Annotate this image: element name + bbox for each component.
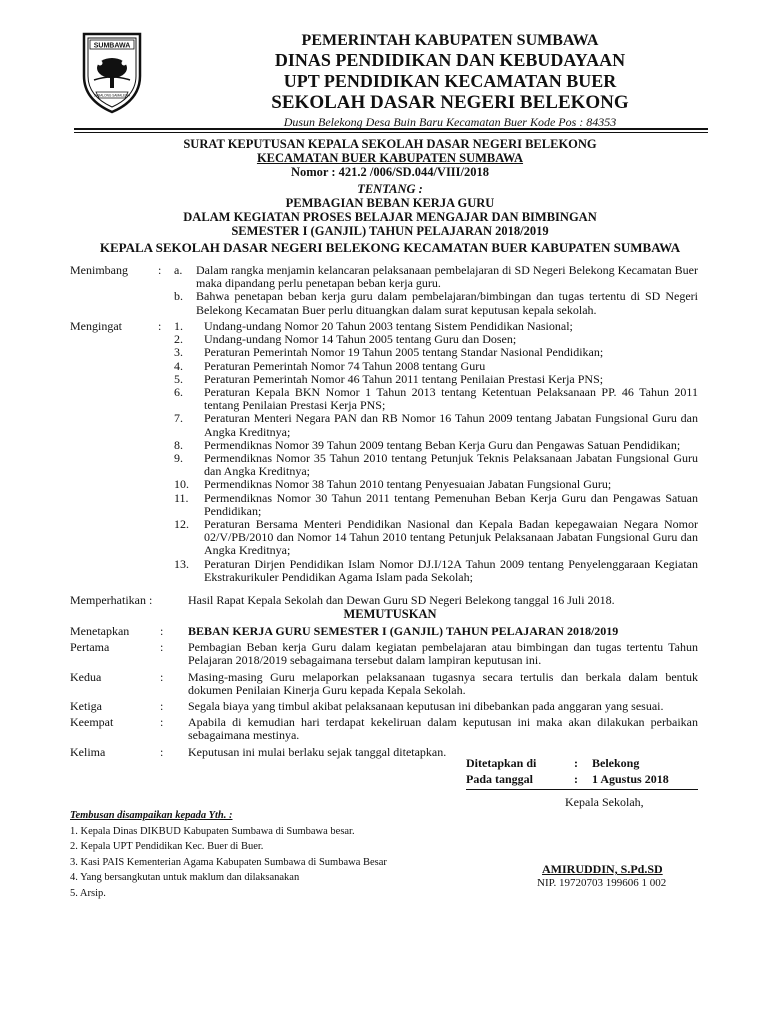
mengingat-item-mark: 9. <box>174 451 183 466</box>
decision-row <box>70 671 698 697</box>
mengingat-item-text: Peraturan Menteri Negara PAN dan RB Nomor 16 Tahun 2009 tentang Jabatan Fungsional Guru dan Angka Kreditnya; <box>204 411 698 439</box>
mengingat-item-text: Peraturan Dirjen Pendidikan Islam Nomor DJ.I/12A Tahun 2009 tentang Penyelenggaraan Kegiatan Ekstrakurikuler Pendidikan Agama Islam pada Sekolah; <box>204 556 698 584</box>
subject-line2: DALAM KEGIATAN PROSES BELAJAR MENGAJAR DAN BIMBINGAN <box>183 210 597 224</box>
decision-label: Kedua <box>70 669 102 684</box>
decision-label: Ketiga <box>70 699 102 714</box>
mengingat-item-mark: 4. <box>174 358 183 373</box>
authority-heading: KEPALA SEKOLAH DASAR NEGERI BELEKONG KECAMATAN BUER KABUPATEN SUMBAWA <box>99 240 681 255</box>
mengingat-list <box>174 320 698 584</box>
mengingat-item-text: Peraturan Pemerintah Nomor 46 Tahun 2011 tentang Penilaian Prestasi Kerja PNS; <box>204 371 604 386</box>
tembusan-item: 1. Kepala Dinas DIKBUD Kabupaten Sumbawa di Sumbawa besar. <box>70 825 355 837</box>
decision-colon: : <box>160 669 164 684</box>
mengingat-item <box>174 452 698 478</box>
menimbang-item-mark: b. <box>174 289 183 304</box>
decision-text: Apabila di kemudian hari terdapat kekeliruan dalam keputusan ini maka akan dilakukan perbaikan sebagaimana mestinya. <box>188 715 698 743</box>
menimbang-section <box>70 264 698 317</box>
menimbang-label: Menimbang <box>70 263 128 277</box>
mengingat-item-text: Permendiknas Nomor 30 Tahun 2011 tentang Pemenuhan Beban Kerja Guru dan Pengawas Satuan Pendidikan; <box>204 490 698 518</box>
mengingat-colon: : <box>158 319 162 333</box>
issued-place-value: Belekong <box>592 756 640 770</box>
decision-text: Segala biaya yang timbul akibat pelaksanaan keputusan ini dibebankan pada anggaran yang sesuai. <box>188 699 664 714</box>
letterhead-school: SEKOLAH DASAR NEGERI BELEKONG <box>271 92 629 113</box>
memperhatikan-section <box>70 594 698 607</box>
mengingat-item <box>174 412 698 438</box>
mengingat-item-mark: 11. <box>174 490 189 505</box>
decision-text: Keputusan ini mulai berlaku sejak tanggal ditetapkan. <box>188 744 447 759</box>
mengingat-item-mark: 13. <box>174 556 189 571</box>
mengingat-item-text: Undang-undang Nomor 20 Tahun 2003 tentang Sistem Pendidikan Nasional; <box>204 319 573 333</box>
menimbang-item-text: Dalam rangka menjamin kelancaran pelaksanaan pembelajaran di SD Negeri Belekong Kecamatan Buer maka dipandang perlu penetapan beban kerja guru. <box>196 263 698 291</box>
decree-title-line2: KECAMATAN BUER KABUPATEN SUMBAWA <box>256 151 524 165</box>
letterhead-government: PEMERINTAH KABUPATEN SUMBAWA <box>301 32 599 49</box>
decision-row <box>70 625 698 638</box>
tembusan-item: 2. Kepala UPT Pendidikan Kec. Buer di Buer. <box>70 841 264 852</box>
menimbang-item-text: Bahwa penetapan beban kerja guru dalam pembelajaran/bimbingan dan tugas tertentu di SD Negeri Belekong Kecamatan Buer perlu dituangkan dalam surat keputusan kepala sekolah. <box>196 289 698 317</box>
decision-label: Pertama <box>70 640 110 655</box>
decision-text: BEBAN KERJA GURU SEMESTER I (GANJIL) TAHUN PELAJARAN 2018/2019 <box>188 624 619 638</box>
issued-date-colon: : <box>574 772 578 786</box>
decision-row <box>70 641 698 667</box>
tentang-heading: TENTANG : <box>357 182 423 196</box>
decision-colon: : <box>160 640 164 655</box>
issued-date-value: 1 Agustus 2018 <box>592 772 669 786</box>
mengingat-item-mark: 7. <box>174 411 183 426</box>
mengingat-item <box>174 558 698 584</box>
decision-colon: : <box>160 715 164 730</box>
decree-number: Nomor : 421.2 /006/SD.044/VIII/2018 <box>290 165 490 179</box>
regency-emblem-logo <box>80 30 144 114</box>
tembusan-item: 4. Yang bersangkutan untuk maklum dan dilaksanakan <box>70 872 300 883</box>
decision-colon: : <box>160 699 164 714</box>
mengingat-section <box>70 320 698 584</box>
decision-label: Keempat <box>70 715 114 730</box>
mengingat-item <box>174 492 698 518</box>
letterhead-department: DINAS PENDIDIKAN DAN KEBUDAYAAN <box>274 50 626 70</box>
decree-title-line1: SURAT KEPUTUSAN KEPALA SEKOLAH DASAR NEGERI BELEKONG <box>183 137 597 151</box>
tembusan-section <box>70 808 387 901</box>
mengingat-item <box>174 386 698 412</box>
issued-place-label: Ditetapkan di <box>466 756 537 770</box>
decision-label: Menetapkan <box>70 624 130 638</box>
decision-colon: : <box>160 744 164 759</box>
mengingat-item-text: Permendiknas Nomor 38 Tahun 2010 tentang Penyesuaian Jabatan Fungsional Guru; <box>204 477 612 492</box>
signatory-nip: NIP. 19720703 199606 1 002 <box>537 877 667 889</box>
mengingat-item <box>174 360 698 373</box>
menimbang-item <box>174 290 698 316</box>
tembusan-item: 3. Kasi PAIS Kementerian Agama Kabupaten Sumbawa di Sumbawa Besar <box>70 856 387 868</box>
menimbang-colon: : <box>158 263 162 277</box>
decree-title <box>70 137 710 179</box>
subject-line1: PEMBAGIAN BEBAN KERJA GURU <box>285 196 495 210</box>
decision-colon: : <box>160 624 164 638</box>
mengingat-item <box>174 518 698 558</box>
tembusan-item: 5. Arsip. <box>70 887 106 899</box>
issued-box <box>466 755 698 787</box>
mengingat-item-text: Permendiknas Nomor 39 Tahun 2009 tentang Beban Kerja Guru dan Pengawas Satuan Pendidikan; <box>204 437 681 452</box>
decision-row <box>70 700 698 713</box>
mengingat-item <box>174 346 698 359</box>
mengingat-label: Mengingat <box>70 319 122 333</box>
memperhatikan-label: Memperhatikan : <box>70 593 153 607</box>
decision-label: Kelima <box>70 744 106 759</box>
decisions-section <box>70 625 698 762</box>
letterhead-upt: UPT PENDIDIKAN KECAMATAN BUER <box>283 71 617 91</box>
mengingat-item-mark: 1. <box>174 319 183 333</box>
menimbang-item <box>174 264 698 290</box>
mengingat-item-mark: 12. <box>174 517 189 532</box>
signatory-title: Kepala Sekolah, <box>565 795 644 809</box>
letterhead-divider-thick <box>74 128 708 130</box>
mengingat-item-mark: 10. <box>174 477 189 492</box>
subject-line3: SEMESTER I (GANJIL) TAHUN PELAJARAN 2018/2019 <box>231 224 549 238</box>
decision-row <box>70 716 698 742</box>
logo-banner-text: SABALONG SAMALEWA <box>93 93 131 98</box>
letterhead-address: Dusun Belekong Desa Buin Baru Kecamatan Buer Kode Pos : 84353 <box>283 115 617 129</box>
mengingat-item-mark: 8. <box>174 437 183 452</box>
mengingat-item-mark: 3. <box>174 345 183 360</box>
mengingat-item-text: Peraturan Pemerintah Nomor 74 Tahun 2008 tentang Guru <box>204 358 486 373</box>
mengingat-item-text: Permendiknas Nomor 35 Tahun 2010 tentang Petunjuk Teknis Pelaksanaan Jabatan Fungsional Guru dan Angka Kreditnya; <box>204 451 698 479</box>
letterhead <box>150 32 750 130</box>
issued-place-colon: : <box>574 756 578 770</box>
decision-text: Masing-masing Guru melaporkan pelaksanaan tugasnya secara tertulis dan berkala dalam bentuk dokumen Penilaian Kinerja Guru kepada Kepala Sekolah. <box>188 669 698 697</box>
memutuskan-heading: MEMUTUSKAN <box>343 607 437 621</box>
mengingat-item-text: Peraturan Kepala BKN Nomor 1 Tahun 2013 tentang Ketentuan Pelaksanaan PP. 46 Tahun 2011 tentang Penilaian Prestasi Kerja PNS; <box>204 385 698 413</box>
mengingat-item-mark: 6. <box>174 385 183 400</box>
mengingat-item <box>174 478 698 491</box>
signatory-name: AMIRUDDIN, S.Pd.SD <box>542 862 663 876</box>
mengingat-item-text: Peraturan Pemerintah Nomor 19 Tahun 2005 tentang Standar Nasional Pendidikan; <box>204 345 604 360</box>
issued-date-label: Pada tanggal <box>466 772 534 786</box>
decree-subject <box>70 182 710 238</box>
mengingat-item-mark: 2. <box>174 332 183 347</box>
decision-text: Pembagian Beban kerja Guru dalam kegiatan pembelajaran atau bimbingan dan tugas tertentu Tahun Pelajaran 2018/2019 sebagaimana tersebut dalam lampiran keputusan ini. <box>188 640 698 668</box>
memperhatikan-text: Hasil Rapat Kepala Sekolah dan Dewan Guru SD Negeri Belekong tanggal 16 Juli 2018. <box>188 593 615 607</box>
mengingat-item-text: Peraturan Bersama Menteri Pendidikan Nasional dan Kepala Badan kepegawaian Negara Nomor 02/V/PB/2010 dan Nomor 14 Tahun 2010 tentang Petunjuk Pelaksanaan Jabatan Fungsional Guru dan Angka Kreditnya; <box>204 517 698 558</box>
mengingat-item-mark: 5. <box>174 371 183 386</box>
tembusan-heading: Tembusan disampaikan kepada Yth. : <box>70 810 233 821</box>
mengingat-item-text: Undang-undang Nomor 14 Tahun 2005 tentang Guru dan Dosen; <box>204 332 517 347</box>
letterhead-divider-thin <box>74 132 708 133</box>
menimbang-item-mark: a. <box>174 263 183 277</box>
issued-divider <box>466 789 698 790</box>
logo-text: SUMBAWA <box>93 42 131 50</box>
